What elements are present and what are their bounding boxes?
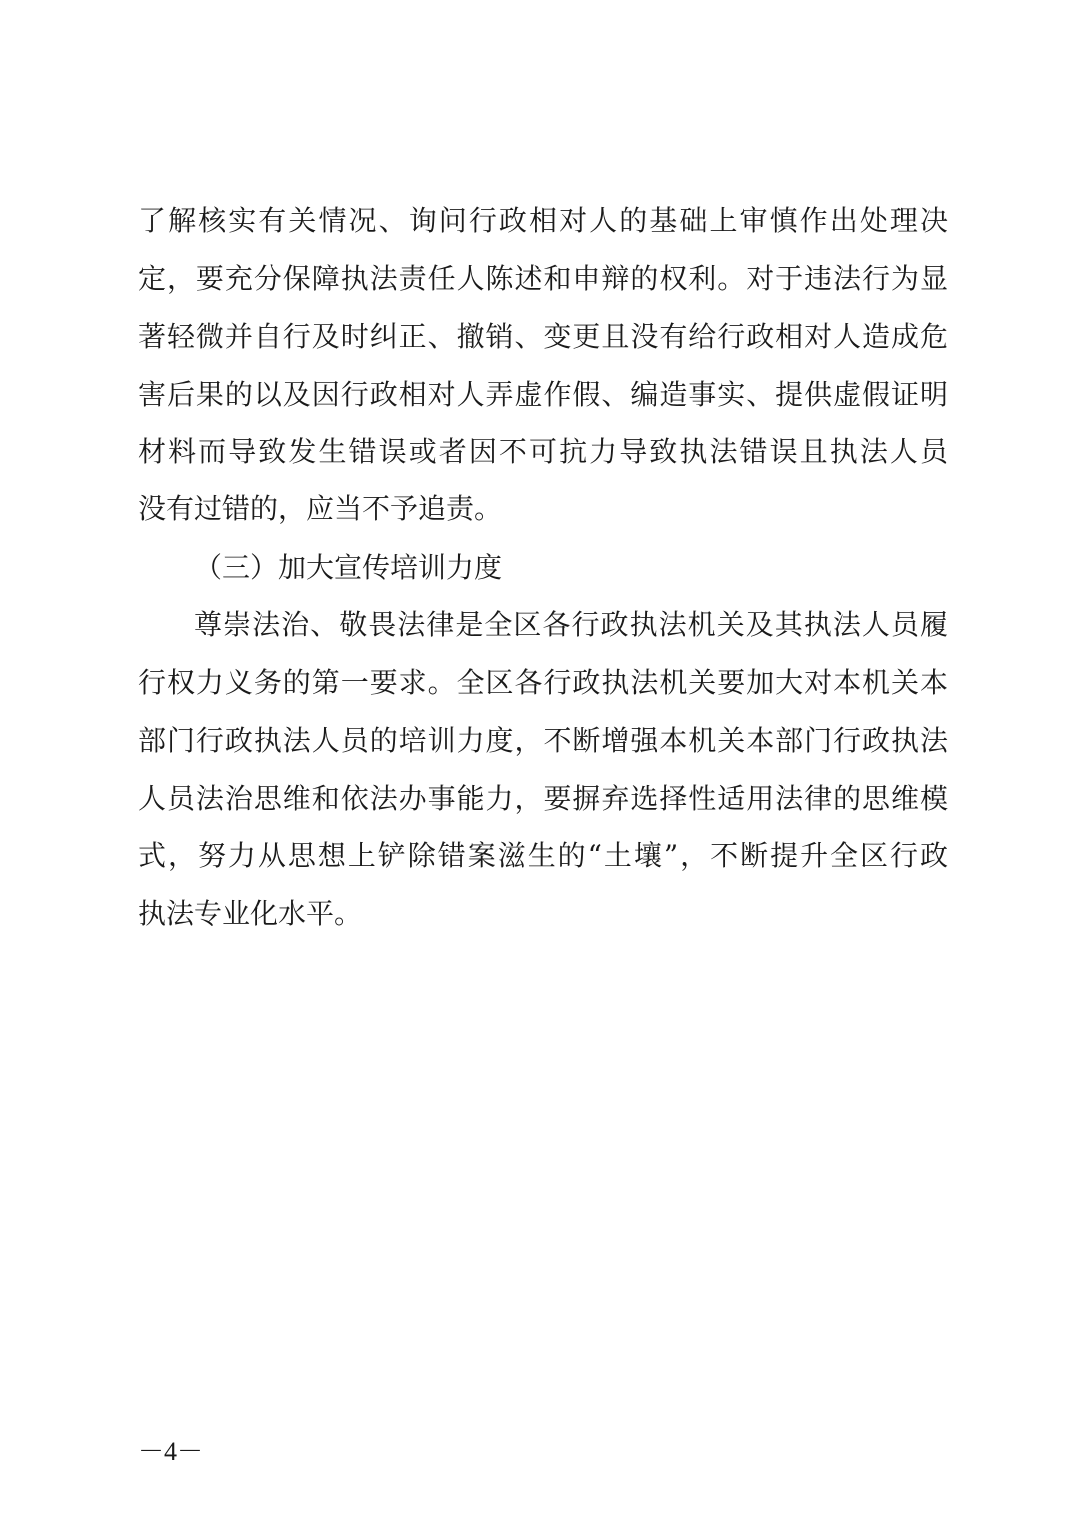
body-text-line: 尊崇法治、敬畏法律是全区各行政执法机关及其执法人员履 bbox=[194, 608, 948, 641]
body-text-line: 人员法治思维和依法办事能力，要摒弃选择性适用法律的思维模 bbox=[138, 782, 948, 815]
body-text-line: 害后果的以及因行政相对人弄虚作假、编造事实、提供虚假证明 bbox=[138, 378, 948, 411]
body-text-line: 定，要充分保障执法责任人陈述和申辩的权利。对于违法行为显 bbox=[138, 262, 948, 295]
body-text-line: 行权力义务的第一要求。全区各行政执法机关要加大对本机关本 bbox=[138, 666, 948, 699]
page-number: －4－ bbox=[138, 1437, 204, 1466]
body-text-line: 执法专业化水平。 bbox=[138, 897, 363, 930]
section-heading: （三）加大宣传培训力度 bbox=[194, 551, 503, 584]
body-text-line: 了解核实有关情况、询问行政相对人的基础上审慎作出处理决 bbox=[138, 204, 948, 237]
body-text-line: 没有过错的，应当不予追责。 bbox=[138, 492, 503, 525]
body-text-line: 式，努力从思想上铲除错案滋生的“土壤”，不断提升全区行政 bbox=[138, 839, 948, 872]
body-text-line: 材料而导致发生错误或者因不可抗力导致执法错误且执法人员 bbox=[138, 435, 948, 468]
body-text-line: 著轻微并自行及时纠正、撤销、变更且没有给行政相对人造成危 bbox=[138, 320, 948, 353]
body-text-line: 部门行政执法人员的培训力度，不断增强本机关本部门行政执法 bbox=[138, 724, 948, 757]
